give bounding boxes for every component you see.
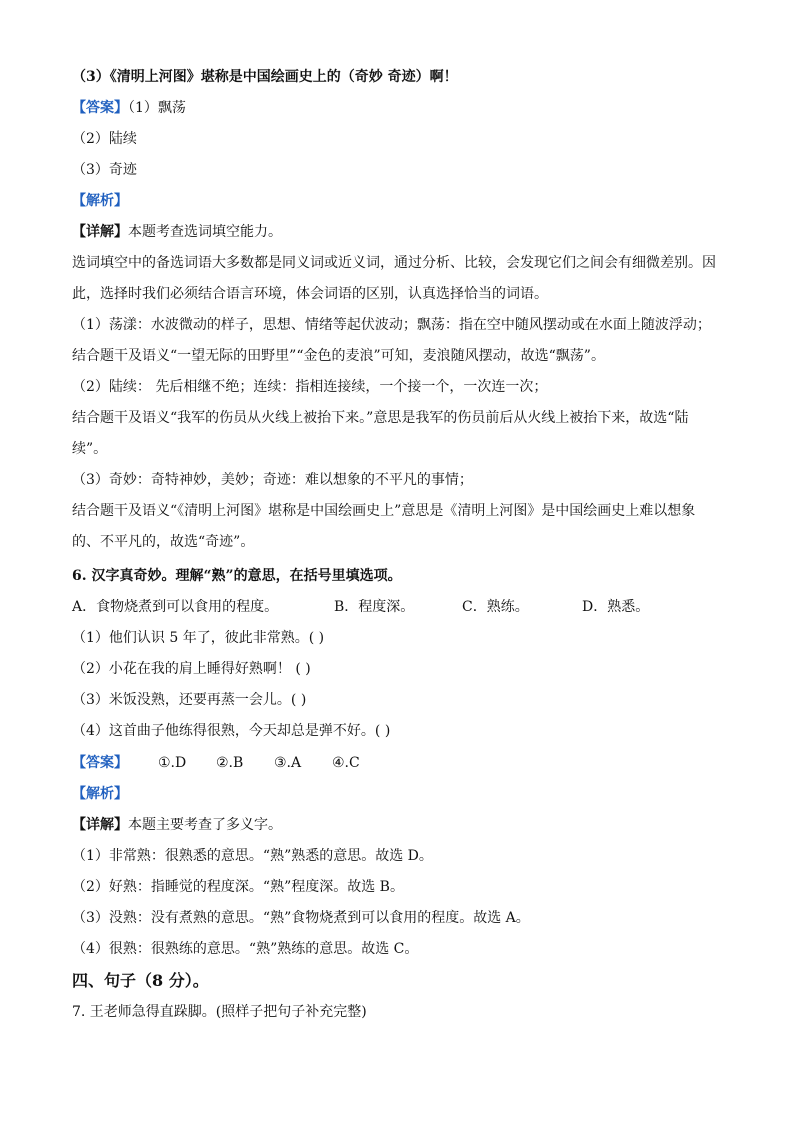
detail-text: 本题考查选词填空能力。: [128, 224, 282, 240]
answer-value: ④.C: [332, 755, 360, 771]
question-6-item: （3）米饭没熟，还要再蒸一会儿。( ): [72, 692, 307, 708]
analysis-tag: 【解析】: [72, 193, 128, 209]
detail-item: （3）奇妙：奇特神妙，美妙；奇迹：难以想象的不平凡的事情；: [72, 472, 473, 488]
detail-item: （3）没熟：没有煮熟的意思。“熟”食物烧煮到可以食用的程度。故选 A。: [72, 910, 530, 926]
detail-item: 结合题干及语义“一望无际的田野里”“金色的麦浪”可知，麦浪随风摆动，故选“飘荡”。: [72, 348, 605, 364]
answer-tag: 【答案】: [72, 755, 128, 771]
detail-tag: 【详解】: [72, 224, 128, 240]
detail-2: [72, 815, 734, 835]
section-4-heading: 四、句子（8 分）。: [72, 971, 209, 990]
answer-line: （2）陆续: [72, 131, 137, 147]
analysis-tag: 【解析】: [72, 786, 128, 802]
detail-item: （2）好熟：指睡觉的程度深。“熟”程度深。故选 B。: [72, 879, 404, 895]
detail-paragraph: 选词填空中的备选词语大多数都是同义词或近义词，通过分析、比较，会发现它们之间会有细微差别。因: [72, 255, 716, 271]
answer-value: ③.A: [274, 755, 302, 771]
answer-text: （1）飘荡: [128, 100, 186, 116]
question-6-title: 6. 汉字真奇妙。理解“熟”的意思，在括号里填选项。: [72, 568, 402, 584]
option-c: C．熟练。: [462, 599, 529, 615]
answer-1: [72, 98, 734, 118]
option-b: B．程度深。: [334, 599, 415, 615]
detail-item: 结合题干及语义“《清明上河图》堪称是中国绘画史上”意思是《清明上河图》是中国绘画史上难以想象: [72, 503, 696, 519]
answer-value: ①.D: [158, 755, 187, 771]
detail-text: 本题主要考查了多义字。: [128, 817, 282, 833]
question-6-item: （1）他们认识 5 年了，彼此非常熟。( ): [72, 630, 325, 646]
question-7: 7. 王老师急得直跺脚。(照样子把句子补充完整): [72, 1004, 367, 1020]
option-d: D．熟悉。: [582, 599, 650, 615]
answer-tag: 【答案】: [72, 100, 128, 116]
answer-line: （3）奇迹: [72, 162, 137, 178]
detail-item: 的、不平凡的，故选“奇迹”。: [72, 534, 255, 550]
q5-item-3: （3）《清明上河图》堪称是中国绘画史上的（奇妙 奇迹）啊！: [72, 69, 458, 85]
detail-1: [72, 222, 734, 242]
answer-2: [72, 753, 734, 773]
answer-value: ②.B: [216, 755, 244, 771]
detail-item: （1）非常熟：很熟悉的意思。“熟”熟悉的意思。故选 D。: [72, 848, 433, 864]
detail-item: （2）陆续： 先后相继不绝；连续：指相连接续，一个接一个，一次连一次；: [72, 379, 548, 395]
detail-item: 结合题干及语义“我军的伤员从火线上被抬下来。”意思是我军的伤员前后从火线上被抬下来，故选“陆: [72, 410, 689, 426]
detail-tag: 【详解】: [72, 817, 128, 833]
question-6-item: （2）小花在我的肩上睡得好熟啊！ ( ): [72, 661, 311, 677]
detail-paragraph: 此，选择时我们必须结合语言环境，体会词语的区别，认真选择恰当的词语。: [72, 286, 548, 302]
detail-item: 续”。: [72, 441, 108, 457]
detail-item: （4）很熟：很熟练的意思。“熟”熟练的意思。故选 C。: [72, 941, 419, 957]
question-6-options: [72, 597, 734, 617]
question-6-item: （4）这首曲子他练得很熟，今天却总是弹不好。( ): [72, 723, 391, 739]
option-a: A．食物烧煮到可以食用的程度。: [72, 599, 279, 615]
detail-item: （1）荡漾：水波微动的样子，思想、情绪等起伏波动；飘荡：指在空中随风摆动或在水面上随波浮动；: [72, 317, 711, 333]
